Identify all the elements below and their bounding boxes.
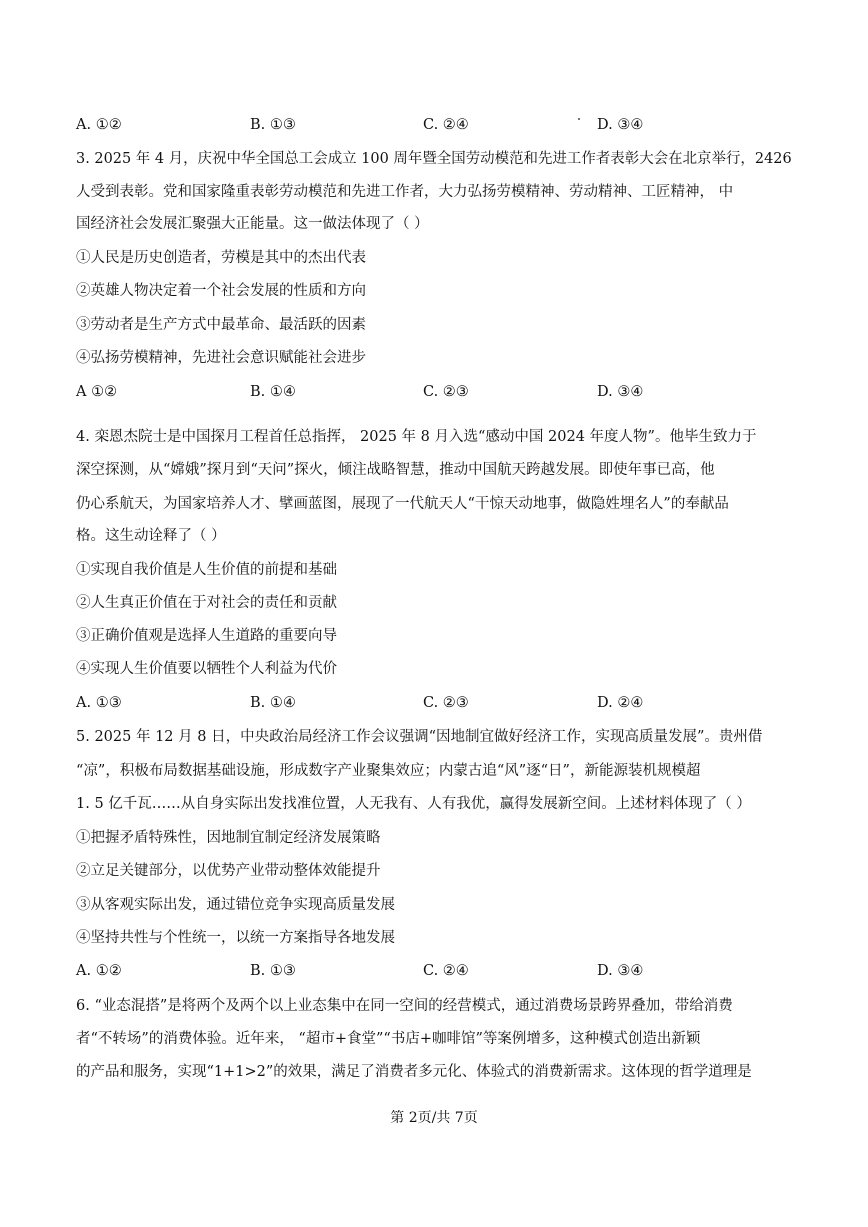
q6-stem-line-2: 者“不转场”的消费体验。近年来， “超市+食堂”“书店+咖啡馆”等案例增多，这种模式创造出新颖	[76, 1031, 701, 1047]
q3-statement-4: ④弘扬劳模精神，先进社会意识赋能社会进步	[76, 350, 366, 366]
option-b: B. ①④	[250, 695, 296, 711]
option-b: B. ①③	[250, 117, 296, 133]
q3-statement-3: ③劳动者是生产方式中最革命、最活跃的因素	[76, 317, 366, 333]
option-a: A. ①②	[76, 963, 122, 979]
q4-options	[76, 693, 776, 713]
q5-stem-line-3: 1. 5 亿千瓦……从自身实际出发找准位置，人无我有、人有我优，赢得发展新空间。上述材料体现了（ ）	[76, 796, 751, 812]
q4-stem-line-4: 格。这生动诠释了（ ）	[76, 528, 226, 544]
stray-mark	[578, 118, 580, 120]
option-c: C. ②④	[423, 963, 469, 979]
option-d: D. ③④	[597, 117, 644, 133]
q4-stem-line-3: 仍心系航天，为国家培养人才、擘画蓝图，展现了一代航天人“干惊天动地事，做隐姓埋名人”的奉献品	[76, 496, 729, 512]
q3-options	[76, 382, 776, 402]
q4-statement-1: ①实现自我价值是人生价值的前提和基础	[76, 562, 337, 578]
q3-stem-line-3: 国经济社会发展汇聚强大正能量。这一做法体现了（ ）	[76, 216, 429, 232]
option-c: C. ②④	[423, 117, 469, 133]
option-d: D. ③④	[597, 384, 644, 400]
option-a: A. ①②	[76, 117, 122, 133]
q5-options	[76, 961, 776, 981]
option-d: D. ②④	[597, 695, 644, 711]
page-number-footer: 第 2页/共 7页	[390, 1110, 478, 1126]
q4-statement-2: ②人生真正价值在于对社会的责任和贡献	[76, 595, 337, 611]
q4-statement-3: ③正确价值观是选择人生道路的重要向导	[76, 628, 337, 644]
q3-statement-2: ②英雄人物决定着一个社会发展的性质和方向	[76, 283, 366, 299]
q4-statement-4: ④实现人生价值要以牺牲个人利益为代价	[76, 661, 337, 677]
q5-stem-line-2: “凉”，积极布局数据基础设施，形成数字产业聚集效应；内蒙古追“风”逐“日”，新能源装机规模超	[76, 763, 701, 779]
q2-options	[76, 115, 776, 135]
option-c: C. ②③	[423, 384, 469, 400]
q5-statement-3: ③从客观实际出发，通过错位竞争实现高质量发展	[76, 897, 395, 913]
option-b: B. ①③	[250, 963, 296, 979]
q4-stem-line-2: 深空探测，从“嫦娥”探月到“天问”探火，倾注战略智慧，推动中国航天跨越发展。即使年事已高，他	[76, 462, 715, 478]
q5-statement-4: ④坚持共性与个性统一，以统一方案指导各地发展	[76, 930, 395, 946]
option-b: B. ①④	[250, 384, 296, 400]
q3-statement-1: ①人民是历史创造者，劳模是其中的杰出代表	[76, 250, 366, 266]
q5-statement-2: ②立足关键部分，以优势产业带动整体效能提升	[76, 863, 381, 879]
option-d: D. ③④	[597, 963, 644, 979]
q5-statement-1: ①把握矛盾特殊性，因地制宜制定经济发展策略	[76, 830, 381, 846]
q6-stem-line-3: 的产品和服务，实现“1+1>2”的效果，满足了消费者多元化、体验式的消费新需求。这体现的哲学道理是	[76, 1064, 752, 1080]
q5-stem-line-1: 5. 2025 年 12 月 8 日，中央政治局经济工作会议强调“因地制宜做好经济工作，实现高质量发展”。贵州借	[76, 729, 763, 745]
q3-stem-line-1: 3. 2025 年 4 月，庆祝中华全国总工会成立 100 周年暨全国劳动模范和先进工作者表彰大会在北京举行，2426	[76, 151, 792, 167]
option-a: A ①②	[76, 384, 118, 400]
option-a: A. ①③	[76, 695, 122, 711]
q3-stem-line-2: 人受到表彰。党和国家隆重表彰劳动模范和先进工作者，大力弘扬劳模精神、劳动精神、工匠精神， 中	[76, 184, 734, 200]
option-c: C. ②③	[423, 695, 469, 711]
q4-stem-line-1: 4. 栾恩杰院士是中国探月工程首任总指挥， 2025 年 8 月入选“感动中国 2024 年度人物”。他毕生致力于	[76, 429, 757, 445]
q6-stem-line-1: 6. “业态混搭”是将两个及两个以上业态集中在同一空间的经营模式，通过消费场景跨界叠加，带给消费	[76, 998, 733, 1014]
